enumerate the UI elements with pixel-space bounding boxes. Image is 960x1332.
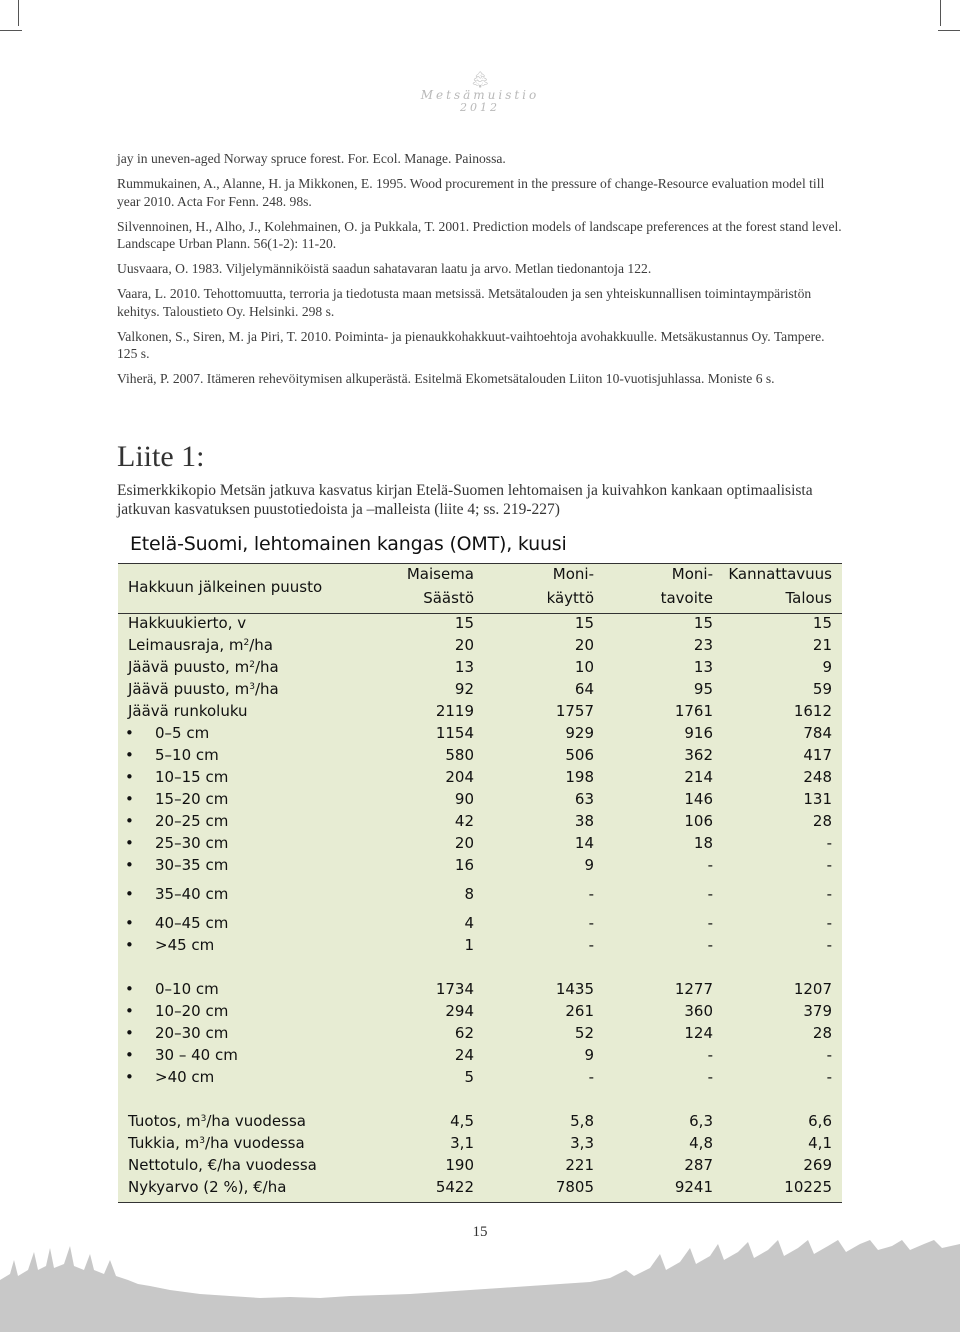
header-logo xyxy=(0,72,960,114)
cell-value: 62 xyxy=(454,1024,474,1042)
row-label: 10–15 cm xyxy=(155,768,229,786)
cell-value: 294 xyxy=(445,1002,474,1020)
bullet-icon: • xyxy=(125,1068,134,1086)
cell-value: 131 xyxy=(803,790,832,808)
tree-icon: 🌲︎ xyxy=(469,70,491,89)
table-row xyxy=(118,678,842,700)
bullet-icon: • xyxy=(125,768,134,786)
cell-value: 204 xyxy=(445,768,474,786)
cell-value: 13 xyxy=(454,658,474,676)
cell-value: 28 xyxy=(812,812,832,830)
table-row xyxy=(118,634,842,656)
row-label: Hakkuukierto, v xyxy=(128,614,247,632)
table-row xyxy=(118,1154,842,1176)
cell-value: 124 xyxy=(684,1024,713,1042)
cell-value: 3,1 xyxy=(450,1134,474,1152)
cell-value: 784 xyxy=(803,724,832,742)
column-header-top: Moni- xyxy=(552,565,594,583)
cell-value: 52 xyxy=(574,1024,594,1042)
cell-value: 28 xyxy=(812,1024,832,1042)
cell-value: 9 xyxy=(822,658,832,676)
cell-value: 15 xyxy=(454,614,474,632)
cell-value: 42 xyxy=(454,812,474,830)
cell-value: 1612 xyxy=(793,702,832,720)
cell-value: 214 xyxy=(684,768,713,786)
cell-value: 13 xyxy=(693,658,713,676)
forest-silhouette xyxy=(0,1240,960,1332)
column-header-top: Kannattavuus xyxy=(728,565,832,583)
cell-value: 14 xyxy=(574,834,594,852)
crop-mark-top-left xyxy=(18,0,19,26)
bullet-icon: • xyxy=(125,914,134,932)
row-label: Tukkia, $m^3/ha$ vuodessa xyxy=(128,1134,305,1152)
row-label: 25–30 cm xyxy=(155,834,229,852)
cell-value: 20 xyxy=(454,636,474,654)
column-header-bottom: tavoite xyxy=(660,589,713,607)
cell-value: 23 xyxy=(693,636,713,654)
row-label: 15–20 cm xyxy=(155,790,229,808)
column-header-bottom: Säästö xyxy=(423,589,474,607)
bullet-icon: • xyxy=(125,936,134,954)
cell-value: 15 xyxy=(693,614,713,632)
table-top-rule xyxy=(118,563,842,564)
reference-item: Vaara, L. 2010. Tehottomuutta, terroria ja tiedotusta maan metsissä. Metsätalouden ja sen yhteiskunnallisen toimintaympäristön kehitys. Taloustieto Oy. Helsinki. 298 s. xyxy=(117,286,812,319)
appendix-heading: Liite 1: xyxy=(117,440,205,473)
cell-value: 18 xyxy=(693,834,713,852)
reference-item: Viherä, P. 2007. Itämeren rehevöitymisen alkuperästä. Esitelmä Ekometsätalouden Liiton 10-vuotisjuhlassa. Moniste 6 s. xyxy=(117,371,775,386)
cell-value: - xyxy=(707,1046,713,1064)
cell-value: 1154 xyxy=(435,724,474,742)
cell-value: - xyxy=(707,856,713,874)
row-label: Nykyarvo (2 %), €/ha xyxy=(128,1178,287,1196)
cell-value: 1757 xyxy=(555,702,594,720)
table-row xyxy=(118,912,842,934)
row-label: Jäävä runkoluku xyxy=(128,702,248,720)
logo-name: Metsämuistio xyxy=(420,88,540,102)
cell-value: 20 xyxy=(574,636,594,654)
cell-value: 362 xyxy=(684,746,713,764)
cell-value: 1734 xyxy=(435,980,474,998)
bullet-icon: • xyxy=(125,1024,134,1042)
cell-value: - xyxy=(826,914,832,932)
row-label: >45 cm xyxy=(155,936,215,954)
cell-value: 9 xyxy=(584,856,594,874)
row-label: Jäävä puusto, $m^2/ha$ xyxy=(128,658,279,676)
cell-value: 1761 xyxy=(674,702,713,720)
table-row xyxy=(118,1176,842,1198)
row-label: 0–5 cm xyxy=(155,724,210,742)
row-label: Jäävä puusto, $m^3/ha$ xyxy=(128,680,279,698)
cell-value: - xyxy=(826,1068,832,1086)
crop-mark-top-left-h xyxy=(0,30,22,31)
cell-value: - xyxy=(826,885,832,903)
row-label: 20–25 cm xyxy=(155,812,229,830)
row-label: >40 cm xyxy=(155,1068,215,1086)
cell-value: 221 xyxy=(565,1156,594,1174)
cell-value: 92 xyxy=(454,680,474,698)
table-row xyxy=(118,1022,842,1044)
cell-value: 146 xyxy=(684,790,713,808)
bullet-icon: • xyxy=(125,834,134,852)
cell-value: - xyxy=(707,914,713,932)
row-label: 0–10 cm xyxy=(155,980,219,998)
table-header-label: Hakkuun jälkeinen puusto xyxy=(128,578,323,596)
cell-value: 24 xyxy=(454,1046,474,1064)
crop-mark-top-right-h xyxy=(938,30,960,31)
table-row xyxy=(118,766,842,788)
reference-item: jay in uneven-aged Norway spruce forest. For. Ecol. Manage. Painossa. xyxy=(117,151,506,166)
cell-value: - xyxy=(588,885,594,903)
table-row xyxy=(118,722,842,744)
column-header-bottom: käyttö xyxy=(546,589,594,607)
column-header-top: Maisema xyxy=(406,565,474,583)
cell-value: 261 xyxy=(565,1002,594,1020)
table-title: Etelä-Suomi, lehtomainen kangas (OMT), kuusi xyxy=(130,533,567,555)
cell-value: 360 xyxy=(684,1002,713,1020)
cell-value: 2119 xyxy=(435,702,474,720)
row-label: Leimausraja, $m^2/ha$ xyxy=(128,636,273,654)
cell-value: 15 xyxy=(812,614,832,632)
table-row xyxy=(118,1110,842,1132)
appendix-intro: Esimerkkikopio Metsän jatkuva kasvatus kirjan Etelä-Suomen lehtomaisen ja kuivahkon kankaan optimaalisista jatkuvan kasvatuksen puustotiedoista ja –malleista (liite 4; ss. 219-227) xyxy=(117,482,813,518)
cell-value: - xyxy=(826,856,832,874)
logo-year: 2012 xyxy=(460,101,500,114)
bullet-icon: • xyxy=(125,812,134,830)
cell-value: - xyxy=(826,1046,832,1064)
row-label: 10–20 cm xyxy=(155,1002,229,1020)
cell-value: 10 xyxy=(574,658,594,676)
cell-value: 5422 xyxy=(435,1178,474,1196)
cell-value: 198 xyxy=(565,768,594,786)
cell-value: 10225 xyxy=(784,1178,832,1196)
cell-value: - xyxy=(707,1068,713,1086)
cell-value: 3,3 xyxy=(570,1134,594,1152)
cell-value: - xyxy=(826,834,832,852)
cell-value: 580 xyxy=(445,746,474,764)
bullet-icon: • xyxy=(125,885,134,903)
cell-value: 190 xyxy=(445,1156,474,1174)
cell-value: 8 xyxy=(464,885,474,903)
cell-value: 6,6 xyxy=(808,1112,832,1130)
bullet-icon: • xyxy=(125,724,134,742)
cell-value: 9 xyxy=(584,1046,594,1064)
cell-value: - xyxy=(588,914,594,932)
table-row xyxy=(118,978,842,1000)
row-label: 40–45 cm xyxy=(155,914,229,932)
reference-item: Silvennoinen, H., Alho, J., Kolehmainen, O. ja Pukkala, T. 2001. Prediction models of landscape preferences at the forest stand level. Landscape Urban Plann. 56(1-2): 11-20. xyxy=(117,218,842,251)
cell-value: 248 xyxy=(803,768,832,786)
cell-value: 59 xyxy=(812,680,832,698)
cell-value: 6,3 xyxy=(689,1112,713,1130)
cell-value: 5 xyxy=(464,1068,474,1086)
cell-value: 417 xyxy=(803,746,832,764)
table-row xyxy=(118,700,842,722)
cell-value: 1277 xyxy=(674,980,713,998)
bullet-icon: • xyxy=(125,980,134,998)
cell-value: 4,1 xyxy=(808,1134,832,1152)
cell-value: 4 xyxy=(464,914,474,932)
cell-value: 5,8 xyxy=(570,1112,594,1130)
cell-value: 90 xyxy=(454,790,474,808)
cell-value: 287 xyxy=(684,1156,713,1174)
bullet-icon: • xyxy=(125,1046,134,1064)
bullet-icon: • xyxy=(125,1002,134,1020)
cell-value: 63 xyxy=(574,790,594,808)
table-row xyxy=(118,1066,842,1088)
row-label: 30 – 40 cm xyxy=(155,1046,238,1064)
table-row xyxy=(118,934,842,956)
page-number: 15 xyxy=(472,1224,488,1240)
row-label: 5–10 cm xyxy=(155,746,219,764)
cell-value: - xyxy=(707,885,713,903)
table-row xyxy=(118,656,842,678)
table-row xyxy=(118,612,842,634)
column-header-top: Moni- xyxy=(671,565,713,583)
cell-value: 95 xyxy=(693,680,713,698)
table-row xyxy=(118,788,842,810)
row-label: Tuotos, $m^3/ha$ vuodessa xyxy=(128,1112,306,1130)
table-bottom-rule xyxy=(118,1202,842,1203)
cell-value: 38 xyxy=(574,812,594,830)
table-row xyxy=(118,854,842,876)
column-header-bottom: Talous xyxy=(785,589,832,607)
cell-value: 4,8 xyxy=(689,1134,713,1152)
row-label: Nettotulo, €/ha vuodessa xyxy=(128,1156,317,1174)
table-row xyxy=(118,810,842,832)
cell-value: - xyxy=(588,936,594,954)
cell-value: - xyxy=(588,1068,594,1086)
table-row xyxy=(118,744,842,766)
cell-value: 506 xyxy=(565,746,594,764)
reference-item: Valkonen, S., Siren, M. ja Piri, T. 2010. Poiminta- ja pienaukkohakkuut-vaihtoehtoja avohakkuulle. Metsäkustannus Oy. Tampere. 125 s. xyxy=(117,328,825,361)
cell-value: 9241 xyxy=(674,1178,713,1196)
cell-value: 15 xyxy=(574,614,594,632)
cell-value: 20 xyxy=(454,834,474,852)
cell-value: 7805 xyxy=(555,1178,594,1196)
table-row xyxy=(118,1132,842,1154)
table-row xyxy=(118,832,842,854)
cell-value: 106 xyxy=(684,812,713,830)
cell-value: 64 xyxy=(574,680,594,698)
cell-value: 379 xyxy=(803,1002,832,1020)
cell-value: - xyxy=(826,936,832,954)
cell-value: 1207 xyxy=(793,980,832,998)
cell-value: - xyxy=(707,936,713,954)
row-label: 30–35 cm xyxy=(155,856,229,874)
cell-value: 1435 xyxy=(555,980,594,998)
crop-mark-top-right xyxy=(940,0,941,26)
cell-value: 929 xyxy=(565,724,594,742)
cell-value: 16 xyxy=(454,856,474,874)
cell-value: 1 xyxy=(464,936,474,954)
table-row xyxy=(118,883,842,905)
table-row xyxy=(118,1000,842,1022)
cell-value: 916 xyxy=(684,724,713,742)
table-row xyxy=(118,1044,842,1066)
reference-item: Rummukainen, A., Alanne, H. ja Mikkonen, E. 1995. Wood procurement in the pressure of change-Resource evaluation model till year 2010. Acta For Fenn. 248. 98s. xyxy=(117,176,825,209)
cell-value: 269 xyxy=(803,1156,832,1174)
reference-list xyxy=(117,150,845,395)
reference-item: Uusvaara, O. 1983. Viljelymänniköistä saadun sahatavaran laatu ja arvo. Metlan tiedonantoja 122. xyxy=(117,261,652,276)
bullet-icon: • xyxy=(125,746,134,764)
row-label: 35–40 cm xyxy=(155,885,229,903)
cell-value: 4,5 xyxy=(450,1112,474,1130)
bullet-icon: • xyxy=(125,790,134,808)
bullet-icon: • xyxy=(125,856,134,874)
row-label: 20–30 cm xyxy=(155,1024,229,1042)
cell-value: 21 xyxy=(812,636,832,654)
